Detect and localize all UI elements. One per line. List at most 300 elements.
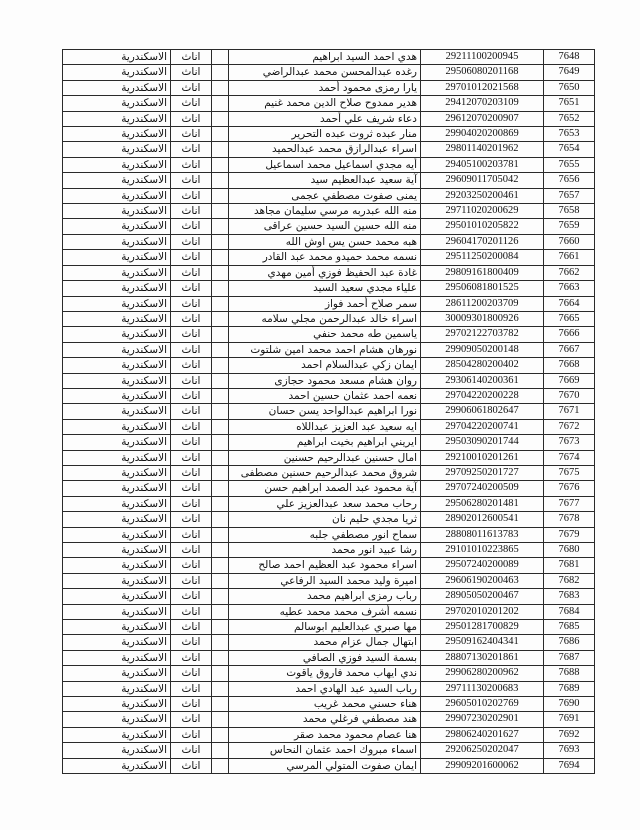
table-row — [63, 635, 595, 650]
national-id-cell: 29809161800409 — [421, 265, 544, 280]
governorate-cell: الاسكندرية — [63, 358, 171, 373]
national-id-cell: 29405100203781 — [421, 157, 544, 172]
gender-cell: اناث — [171, 465, 212, 480]
full-name-cell: نعمه احمد عثمان حسين احمد — [229, 388, 421, 403]
full-name-cell: منه الله حسين السيد حسين عراقى — [229, 219, 421, 234]
gender-cell: اناث — [171, 157, 212, 172]
gender-cell: اناث — [171, 543, 212, 558]
blank-cell — [212, 296, 229, 311]
table-row — [63, 481, 595, 496]
table-row — [63, 327, 595, 342]
blank-cell — [212, 111, 229, 126]
blank-cell — [212, 681, 229, 696]
serial-number-cell: 7691 — [544, 712, 595, 727]
gender-cell: اناث — [171, 388, 212, 403]
governorate-cell: الاسكندرية — [63, 697, 171, 712]
national-id-cell: 29501281700829 — [421, 620, 544, 635]
gender-cell: اناث — [171, 358, 212, 373]
national-id-cell: 29702122703782 — [421, 327, 544, 342]
governorate-cell: الاسكندرية — [63, 296, 171, 311]
governorate-cell: الاسكندرية — [63, 342, 171, 357]
full-name-cell: سمر صلاح أحمد فواز — [229, 296, 421, 311]
serial-number-cell: 7679 — [544, 527, 595, 542]
blank-cell — [212, 96, 229, 111]
serial-number-cell: 7671 — [544, 404, 595, 419]
serial-number-cell: 7650 — [544, 80, 595, 95]
blank-cell — [212, 450, 229, 465]
national-id-cell: 29709250201727 — [421, 465, 544, 480]
national-id-cell: 29606190200463 — [421, 573, 544, 588]
table-row — [63, 681, 595, 696]
blank-cell — [212, 404, 229, 419]
full-name-cell: ثريا مجدي حليم نان — [229, 512, 421, 527]
full-name-cell: ايمان زكي عبدالسلام احمد — [229, 358, 421, 373]
table-row — [63, 450, 595, 465]
full-name-cell: هدير ممدوح صلاح الدين محمد غنيم — [229, 96, 421, 111]
blank-cell — [212, 743, 229, 758]
gender-cell: اناث — [171, 435, 212, 450]
roster-table — [62, 49, 595, 774]
governorate-cell: الاسكندرية — [63, 111, 171, 126]
table-row — [63, 188, 595, 203]
serial-number-cell: 7685 — [544, 620, 595, 635]
governorate-cell: الاسكندرية — [63, 666, 171, 681]
governorate-cell: الاسكندرية — [63, 404, 171, 419]
blank-cell — [212, 419, 229, 434]
serial-number-cell: 7683 — [544, 589, 595, 604]
governorate-cell: الاسكندرية — [63, 465, 171, 480]
gender-cell: اناث — [171, 65, 212, 80]
full-name-cell: غادة عبد الحفيظ فوزي أمين مهدي — [229, 265, 421, 280]
table-row — [63, 234, 595, 249]
blank-cell — [212, 142, 229, 157]
table-row — [63, 311, 595, 326]
full-name-cell: نسمه محمد حميدو محمد عبد القادر — [229, 250, 421, 265]
governorate-cell: الاسكندرية — [63, 620, 171, 635]
national-id-cell: 29702010201202 — [421, 604, 544, 619]
gender-cell: اناث — [171, 111, 212, 126]
table-row — [63, 250, 595, 265]
full-name-cell: اسماء مبروك احمد عثمان النحاس — [229, 743, 421, 758]
serial-number-cell: 7668 — [544, 358, 595, 373]
governorate-cell: الاسكندرية — [63, 435, 171, 450]
table-row — [63, 219, 595, 234]
gender-cell: اناث — [171, 127, 212, 142]
governorate-cell: الاسكندرية — [63, 80, 171, 95]
serial-number-cell: 7651 — [544, 96, 595, 111]
full-name-cell: امال حسنين عبدالرحيم حسنين — [229, 450, 421, 465]
full-name-cell: دعاء شريف علي أحمد — [229, 111, 421, 126]
national-id-cell: 29711130200683 — [421, 681, 544, 696]
full-name-cell: ايه سعيد عبد العزيز عبداللاه — [229, 419, 421, 434]
governorate-cell: الاسكندرية — [63, 727, 171, 742]
full-name-cell: بسمة السيد فوزي الصافي — [229, 650, 421, 665]
table-row — [63, 373, 595, 388]
gender-cell: اناث — [171, 620, 212, 635]
gender-cell: اناث — [171, 496, 212, 511]
table-row — [63, 50, 595, 65]
table-row — [63, 743, 595, 758]
national-id-cell: 29907230202901 — [421, 712, 544, 727]
national-id-cell: 28504280200402 — [421, 358, 544, 373]
table-row — [63, 573, 595, 588]
governorate-cell: الاسكندرية — [63, 65, 171, 80]
gender-cell: اناث — [171, 681, 212, 696]
gender-cell: اناث — [171, 188, 212, 203]
serial-number-cell: 7652 — [544, 111, 595, 126]
serial-number-cell: 7667 — [544, 342, 595, 357]
blank-cell — [212, 358, 229, 373]
full-name-cell: مها صبري عبدالعليم ابوسالم — [229, 620, 421, 635]
national-id-cell: 29906280200962 — [421, 666, 544, 681]
gender-cell: اناث — [171, 265, 212, 280]
serial-number-cell: 7665 — [544, 311, 595, 326]
table-row — [63, 111, 595, 126]
full-name-cell: رباب رمزى ابراهيم محمد — [229, 589, 421, 604]
full-name-cell: رباب السيد عبد الهادي احمد — [229, 681, 421, 696]
blank-cell — [212, 219, 229, 234]
blank-cell — [212, 281, 229, 296]
full-name-cell: نورهان هشام احمد محمد امين شلتوت — [229, 342, 421, 357]
full-name-cell: آية محمود عبد الصمد ابراهيم حسن — [229, 481, 421, 496]
gender-cell: اناث — [171, 219, 212, 234]
governorate-cell: الاسكندرية — [63, 419, 171, 434]
blank-cell — [212, 527, 229, 542]
national-id-cell: 29806240201627 — [421, 727, 544, 742]
table-row — [63, 96, 595, 111]
serial-number-cell: 7666 — [544, 327, 595, 342]
serial-number-cell: 7673 — [544, 435, 595, 450]
blank-cell — [212, 327, 229, 342]
national-id-cell: 29507240200089 — [421, 558, 544, 573]
table-row — [63, 142, 595, 157]
gender-cell: اناث — [171, 173, 212, 188]
serial-number-cell: 7659 — [544, 219, 595, 234]
national-id-cell: 29704220200228 — [421, 388, 544, 403]
blank-cell — [212, 311, 229, 326]
full-name-cell: هناء حسني محمد غريب — [229, 697, 421, 712]
governorate-cell: الاسكندرية — [63, 142, 171, 157]
gender-cell: اناث — [171, 50, 212, 65]
national-id-cell: 29412070203109 — [421, 96, 544, 111]
blank-cell — [212, 604, 229, 619]
blank-cell — [212, 666, 229, 681]
governorate-cell: الاسكندرية — [63, 96, 171, 111]
gender-cell: اناث — [171, 80, 212, 95]
national-id-cell: 28902012600541 — [421, 512, 544, 527]
blank-cell — [212, 127, 229, 142]
national-id-cell: 30009301800926 — [421, 311, 544, 326]
governorate-cell: الاسكندرية — [63, 481, 171, 496]
blank-cell — [212, 435, 229, 450]
national-id-cell: 29801140201962 — [421, 142, 544, 157]
governorate-cell: الاسكندرية — [63, 712, 171, 727]
serial-number-cell: 7663 — [544, 281, 595, 296]
governorate-cell: الاسكندرية — [63, 635, 171, 650]
gender-cell: اناث — [171, 296, 212, 311]
blank-cell — [212, 65, 229, 80]
blank-cell — [212, 265, 229, 280]
table-row — [63, 419, 595, 434]
full-name-cell: روان هشام مسعد محمود حجازى — [229, 373, 421, 388]
serial-number-cell: 7653 — [544, 127, 595, 142]
table-row — [63, 358, 595, 373]
national-id-cell: 29501010205822 — [421, 219, 544, 234]
blank-cell — [212, 635, 229, 650]
governorate-cell: الاسكندرية — [63, 450, 171, 465]
blank-cell — [212, 373, 229, 388]
full-name-cell: علياء مجدي سعيد السيد — [229, 281, 421, 296]
serial-number-cell: 7674 — [544, 450, 595, 465]
governorate-cell: الاسكندرية — [63, 127, 171, 142]
table-row — [63, 727, 595, 742]
gender-cell: اناث — [171, 666, 212, 681]
governorate-cell: الاسكندرية — [63, 188, 171, 203]
full-name-cell: اميرة وليد محمد السيد الرفاعي — [229, 573, 421, 588]
full-name-cell: اسراء عبدالرازق محمد عبدالحميد — [229, 142, 421, 157]
full-name-cell: منار عبده ثروت عبده التحرير — [229, 127, 421, 142]
governorate-cell: الاسكندرية — [63, 373, 171, 388]
table-row — [63, 435, 595, 450]
blank-cell — [212, 496, 229, 511]
serial-number-cell: 7680 — [544, 543, 595, 558]
serial-number-cell: 7675 — [544, 465, 595, 480]
table-row — [63, 604, 595, 619]
full-name-cell: هدي احمد السيد ابراهيم — [229, 50, 421, 65]
roster-body — [63, 50, 595, 774]
full-name-cell: نسمه أشرف محمد محمد عطيه — [229, 604, 421, 619]
gender-cell: اناث — [171, 573, 212, 588]
full-name-cell: أيه مجدي اسماعيل محمد اسماعيل — [229, 157, 421, 172]
blank-cell — [212, 543, 229, 558]
national-id-cell: 29203250200461 — [421, 188, 544, 203]
blank-cell — [212, 558, 229, 573]
serial-number-cell: 7684 — [544, 604, 595, 619]
gender-cell: اناث — [171, 727, 212, 742]
national-id-cell: 29711020200629 — [421, 204, 544, 219]
blank-cell — [212, 573, 229, 588]
full-name-cell: رغده عبدالمحسن محمد عبدالراضي — [229, 65, 421, 80]
blank-cell — [212, 620, 229, 635]
governorate-cell: الاسكندرية — [63, 204, 171, 219]
gender-cell: اناث — [171, 311, 212, 326]
table-row — [63, 80, 595, 95]
national-id-cell: 29506080201168 — [421, 65, 544, 80]
national-id-cell: 29210010201261 — [421, 450, 544, 465]
national-id-cell: 29604170201126 — [421, 234, 544, 249]
national-id-cell: 29609011705042 — [421, 173, 544, 188]
serial-number-cell: 7692 — [544, 727, 595, 742]
serial-number-cell: 7661 — [544, 250, 595, 265]
governorate-cell: الاسكندرية — [63, 173, 171, 188]
table-row — [63, 65, 595, 80]
gender-cell: اناث — [171, 481, 212, 496]
serial-number-cell: 7678 — [544, 512, 595, 527]
full-name-cell: شروق محمد عبدالرحيم حسنين مصطفى — [229, 465, 421, 480]
gender-cell: اناث — [171, 558, 212, 573]
blank-cell — [212, 342, 229, 357]
serial-number-cell: 7690 — [544, 697, 595, 712]
serial-number-cell: 7649 — [544, 65, 595, 80]
table-row — [63, 512, 595, 527]
governorate-cell: الاسكندرية — [63, 604, 171, 619]
blank-cell — [212, 712, 229, 727]
blank-cell — [212, 80, 229, 95]
national-id-cell: 29506280201481 — [421, 496, 544, 511]
national-id-cell: 29701012021568 — [421, 80, 544, 95]
serial-number-cell: 7660 — [544, 234, 595, 249]
serial-number-cell: 7689 — [544, 681, 595, 696]
table-row — [63, 620, 595, 635]
serial-number-cell: 7662 — [544, 265, 595, 280]
governorate-cell: الاسكندرية — [63, 650, 171, 665]
full-name-cell: ايمان صفوت المتولي المرسي — [229, 758, 421, 773]
gender-cell: اناث — [171, 250, 212, 265]
gender-cell: اناث — [171, 589, 212, 604]
gender-cell: اناث — [171, 404, 212, 419]
table-row — [63, 712, 595, 727]
national-id-cell: 29612070200907 — [421, 111, 544, 126]
table-row — [63, 265, 595, 280]
national-id-cell: 28611200203709 — [421, 296, 544, 311]
national-id-cell: 29306140200361 — [421, 373, 544, 388]
blank-cell — [212, 481, 229, 496]
gender-cell: اناث — [171, 450, 212, 465]
full-name-cell: ايريني ابراهيم بخيت ابراهيم — [229, 435, 421, 450]
table-row — [63, 697, 595, 712]
full-name-cell: آية سعيد عبدالعظيم سيد — [229, 173, 421, 188]
table-row — [63, 543, 595, 558]
national-id-cell: 29909050200148 — [421, 342, 544, 357]
serial-number-cell: 7664 — [544, 296, 595, 311]
blank-cell — [212, 204, 229, 219]
table-row — [63, 342, 595, 357]
table-row — [63, 388, 595, 403]
full-name-cell: هنا عصام محمود محمد صقر — [229, 727, 421, 742]
national-id-cell: 28905050200467 — [421, 589, 544, 604]
table-row — [63, 127, 595, 142]
governorate-cell: الاسكندرية — [63, 573, 171, 588]
national-id-cell: 29506081801525 — [421, 281, 544, 296]
gender-cell: اناث — [171, 650, 212, 665]
governorate-cell: الاسكندرية — [63, 157, 171, 172]
serial-number-cell: 7676 — [544, 481, 595, 496]
serial-number-cell: 7681 — [544, 558, 595, 573]
governorate-cell: الاسكندرية — [63, 281, 171, 296]
blank-cell — [212, 188, 229, 203]
national-id-cell: 29206250202047 — [421, 743, 544, 758]
serial-number-cell: 7686 — [544, 635, 595, 650]
serial-number-cell: 7677 — [544, 496, 595, 511]
full-name-cell: رحاب محمد سعد عبدالعزيز علي — [229, 496, 421, 511]
blank-cell — [212, 758, 229, 773]
governorate-cell: الاسكندرية — [63, 681, 171, 696]
serial-number-cell: 7687 — [544, 650, 595, 665]
blank-cell — [212, 512, 229, 527]
national-id-cell: 29101010223865 — [421, 543, 544, 558]
blank-cell — [212, 234, 229, 249]
governorate-cell: الاسكندرية — [63, 558, 171, 573]
gender-cell: اناث — [171, 635, 212, 650]
table-row — [63, 281, 595, 296]
national-id-cell: 28807130201861 — [421, 650, 544, 665]
national-id-cell: 29509162404341 — [421, 635, 544, 650]
blank-cell — [212, 650, 229, 665]
blank-cell — [212, 589, 229, 604]
serial-number-cell: 7682 — [544, 573, 595, 588]
gender-cell: اناث — [171, 204, 212, 219]
table-row — [63, 204, 595, 219]
full-name-cell: رشا عبيد انور محمد — [229, 543, 421, 558]
serial-number-cell: 7655 — [544, 157, 595, 172]
gender-cell: اناث — [171, 527, 212, 542]
gender-cell: اناث — [171, 419, 212, 434]
full-name-cell: ندي ايهاب محمد فاروق ياقوت — [229, 666, 421, 681]
national-id-cell: 29906061802647 — [421, 404, 544, 419]
serial-number-cell: 7693 — [544, 743, 595, 758]
governorate-cell: الاسكندرية — [63, 388, 171, 403]
governorate-cell: الاسكندرية — [63, 327, 171, 342]
full-name-cell: هند مصطفي فرغلي محمد — [229, 712, 421, 727]
blank-cell — [212, 697, 229, 712]
serial-number-cell: 7694 — [544, 758, 595, 773]
governorate-cell: الاسكندرية — [63, 758, 171, 773]
serial-number-cell: 7648 — [544, 50, 595, 65]
national-id-cell: 29605010202769 — [421, 697, 544, 712]
blank-cell — [212, 50, 229, 65]
governorate-cell: الاسكندرية — [63, 527, 171, 542]
serial-number-cell: 7670 — [544, 388, 595, 403]
table-row — [63, 527, 595, 542]
gender-cell: اناث — [171, 142, 212, 157]
national-id-cell: 29511250200084 — [421, 250, 544, 265]
full-name-cell: نورا ابراهيم عبدالواحد يسن حسان — [229, 404, 421, 419]
governorate-cell: الاسكندرية — [63, 219, 171, 234]
table-row — [63, 173, 595, 188]
gender-cell: اناث — [171, 342, 212, 357]
national-id-cell: 29211100200945 — [421, 50, 544, 65]
gender-cell: اناث — [171, 712, 212, 727]
serial-number-cell: 7688 — [544, 666, 595, 681]
serial-number-cell: 7657 — [544, 188, 595, 203]
table-row — [63, 666, 595, 681]
full-name-cell: يمنى صفوت مصطفي عجمى — [229, 188, 421, 203]
governorate-cell: الاسكندرية — [63, 589, 171, 604]
gender-cell: اناث — [171, 327, 212, 342]
table-row — [63, 650, 595, 665]
blank-cell — [212, 465, 229, 480]
national-id-cell: 29503090201744 — [421, 435, 544, 450]
full-name-cell: اسراء محمود عبد العظيم احمد صالح — [229, 558, 421, 573]
governorate-cell: الاسكندرية — [63, 743, 171, 758]
governorate-cell: الاسكندرية — [63, 265, 171, 280]
serial-number-cell: 7654 — [544, 142, 595, 157]
gender-cell: اناث — [171, 234, 212, 249]
national-id-cell: 28808011613783 — [421, 527, 544, 542]
governorate-cell: الاسكندرية — [63, 250, 171, 265]
governorate-cell: الاسكندرية — [63, 311, 171, 326]
table-row — [63, 558, 595, 573]
governorate-cell: الاسكندرية — [63, 543, 171, 558]
serial-number-cell: 7658 — [544, 204, 595, 219]
table-row — [63, 589, 595, 604]
gender-cell: اناث — [171, 743, 212, 758]
governorate-cell: الاسكندرية — [63, 512, 171, 527]
national-id-cell: 29904020200869 — [421, 127, 544, 142]
blank-cell — [212, 250, 229, 265]
table-row — [63, 404, 595, 419]
full-name-cell: هبه محمد حسن يس اوش الله — [229, 234, 421, 249]
